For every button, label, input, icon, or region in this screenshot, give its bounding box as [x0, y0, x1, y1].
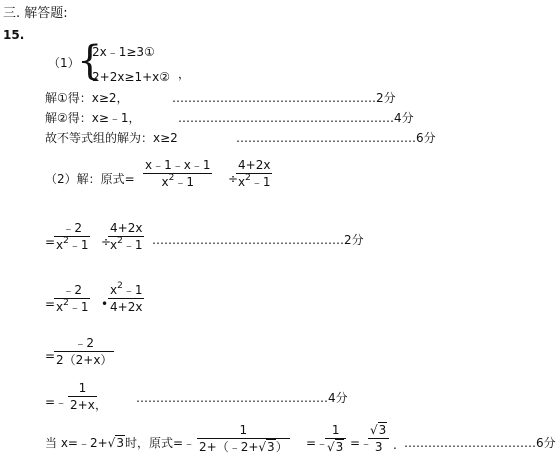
conclusion-text: 故不等式组的解为：x≥2	[45, 131, 178, 145]
system-brace-icon: {	[77, 38, 103, 84]
final-fraction-3: $\frac{√3}{3}$	[368, 424, 389, 453]
line5-equals: =﹣	[45, 395, 68, 409]
line2-divide-sign: ÷	[101, 235, 112, 249]
inequality-1: 2x﹣1≥3①	[92, 45, 155, 59]
divide-sign: ÷	[228, 172, 239, 186]
line2-fraction-2: $\frac{4+2x}{x^2﹣1}$	[110, 221, 143, 252]
fraction-2-denominator: $x^2﹣1$	[238, 173, 271, 189]
final-equals-3: =﹣	[350, 436, 373, 450]
conclusion-score: ………………………………………6分	[236, 131, 436, 145]
line2-equals: =	[45, 235, 56, 249]
line5-score: …………………………………………4分	[136, 391, 348, 405]
step1-text: 解①得：x≥2，	[45, 91, 129, 105]
step1-score: ……………………………………………2分	[172, 91, 396, 105]
line4-fraction: $\frac{﹣2}{2(2+x)}$	[56, 336, 113, 367]
fraction-1-numerator: x﹣1﹣x﹣1	[145, 158, 211, 172]
final-substitution: 当 x=﹣2+√3时，原式=﹣	[45, 436, 196, 450]
line5-fraction: $\frac{1}{2+x}$	[70, 381, 95, 412]
multiply-dot: •	[101, 297, 109, 311]
inequality-2: 2+2x≥1+x②	[92, 70, 171, 84]
line4-equals: =	[45, 349, 56, 363]
final-fraction-2: $\frac{1}{√3}$	[325, 424, 346, 453]
line3-fraction-2: $\frac{x^2﹣1}{4+2x}$	[110, 281, 143, 314]
fraction-1-denominator: $x^2﹣1$	[143, 173, 212, 188]
part2-label: （2）解：原式=	[45, 172, 135, 186]
fraction-1	[143, 159, 212, 188]
part1-label: （1）	[48, 56, 80, 70]
problem-number: 15.	[3, 28, 25, 42]
fraction-2-numerator: 4+2x	[238, 158, 271, 172]
final-score: ……………………………6分	[404, 436, 556, 450]
inequality-2-suffix: ，	[178, 67, 191, 81]
line2-fraction-1: $\frac{﹣2}{x^2﹣1}$	[56, 221, 89, 252]
line2-score: …………………………………………2分	[152, 233, 364, 247]
step2-score: ………………………………………………4分	[178, 111, 414, 125]
final-equals-2: =﹣	[306, 436, 329, 450]
line5-comma: ，	[95, 398, 108, 412]
fraction-2	[236, 159, 272, 188]
line3-equals: =	[45, 297, 56, 311]
section-heading: 三. 解答题:	[3, 6, 68, 21]
line3-fraction-1: $\frac{﹣2}{x^2﹣1}$	[56, 283, 89, 314]
final-period: .	[393, 438, 397, 452]
step2-text: 解②得：x≥﹣1，	[45, 111, 141, 125]
final-fraction-1: $\frac{1}{2+(﹣2+√3)}$	[199, 423, 288, 454]
